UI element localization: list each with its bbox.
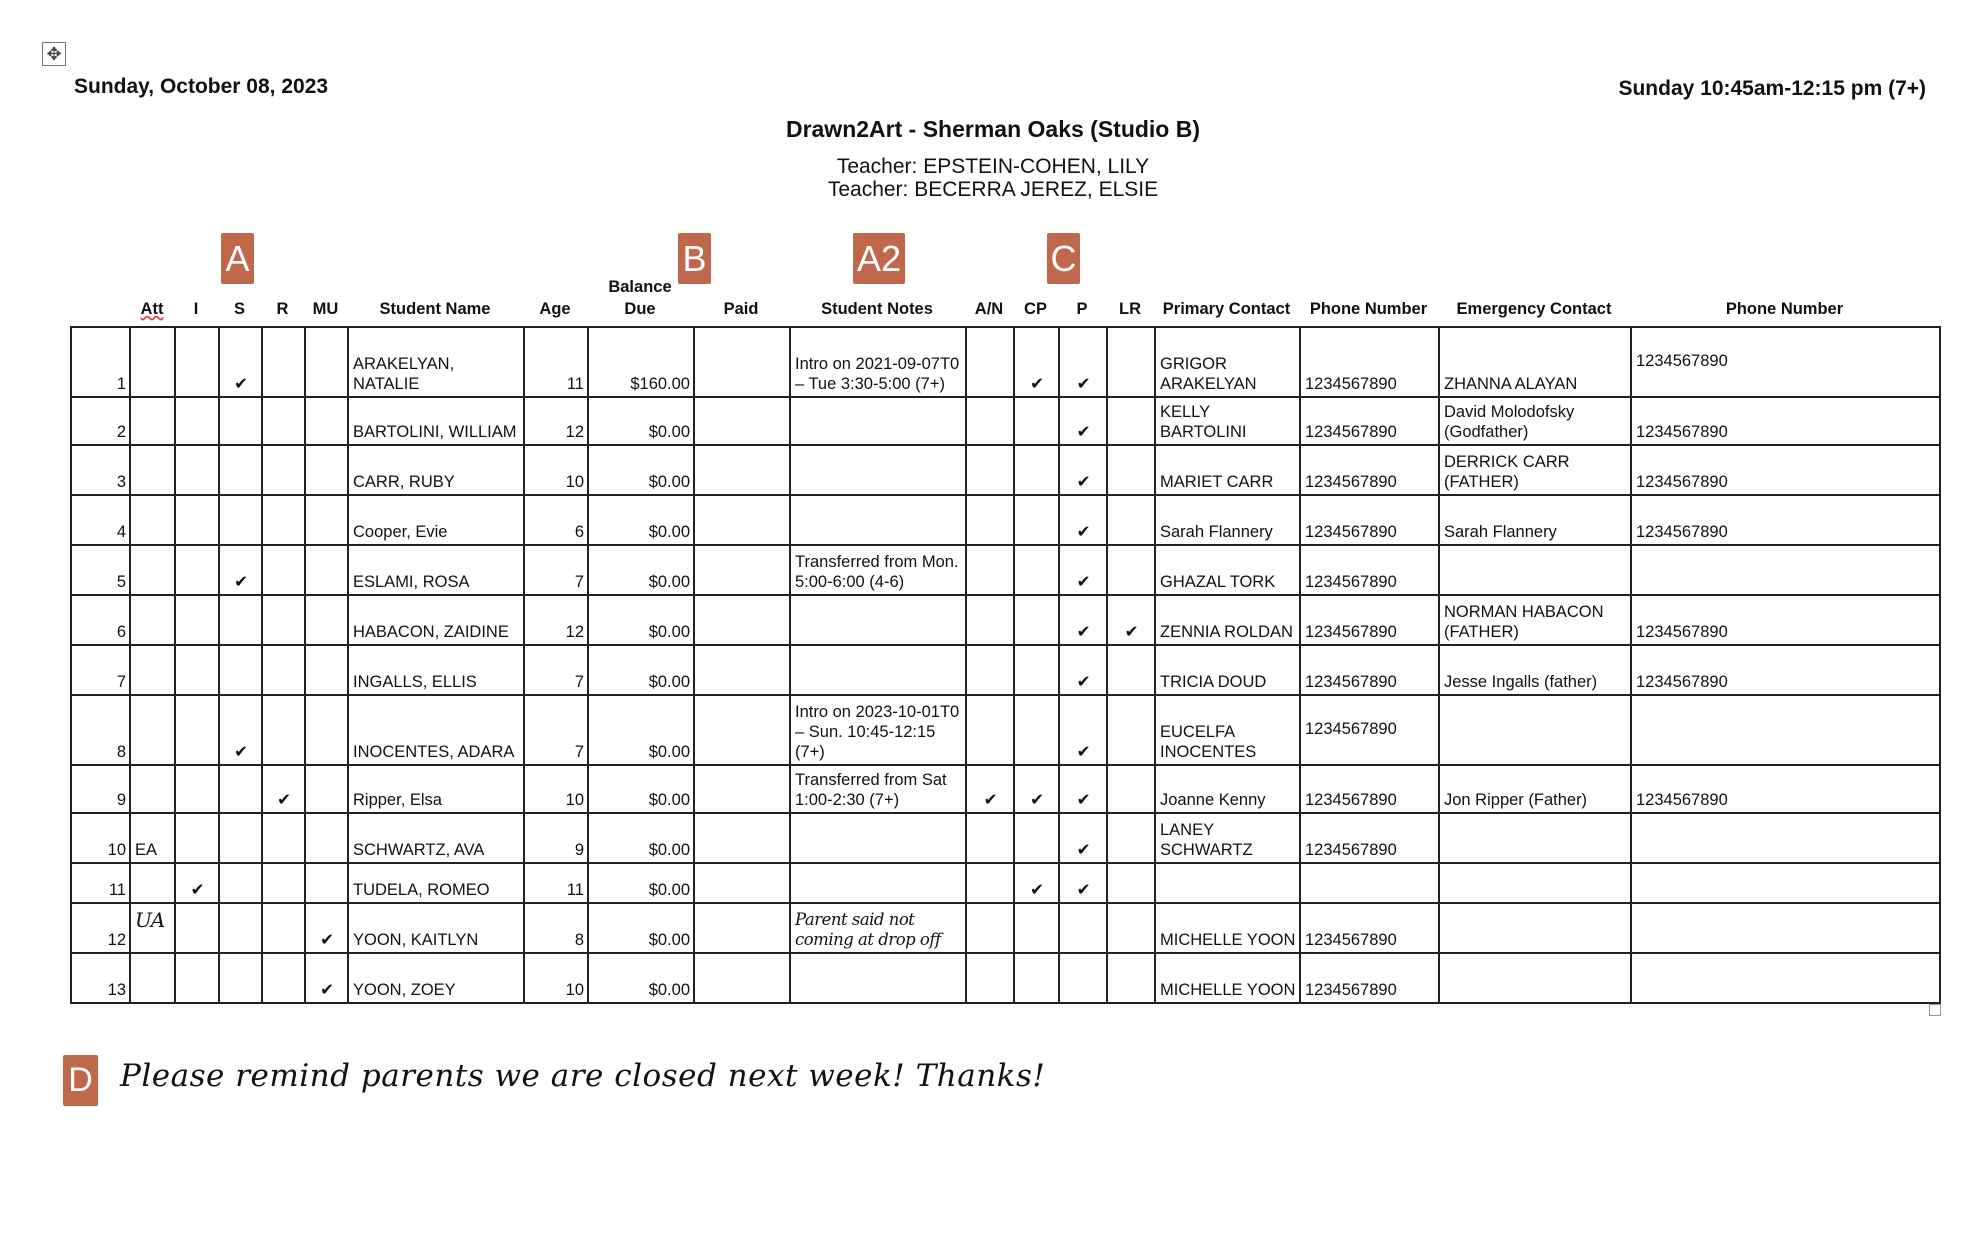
cell-mu xyxy=(305,595,348,645)
cell-r xyxy=(262,863,305,903)
table-row xyxy=(71,595,1940,645)
cell-emergency-phone xyxy=(1631,953,1940,1003)
cell-student-notes: Parent said not coming at drop off xyxy=(790,903,966,953)
header-phone-1: Phone Number xyxy=(1309,300,1428,318)
header-paid: Paid xyxy=(723,300,759,318)
cell-att xyxy=(130,863,175,903)
cell-s xyxy=(219,863,262,903)
cell-paid xyxy=(694,765,790,813)
marker-d: D xyxy=(63,1055,98,1106)
cell-age: 11 xyxy=(524,327,588,397)
cell-balance-due: $0.00 xyxy=(588,903,694,953)
cell-row-number: 2 xyxy=(71,397,130,445)
cell-primary-contact: KELLY BARTOLINI xyxy=(1155,397,1300,445)
cell-i xyxy=(175,695,219,765)
cell-primary-contact: MICHELLE YOON xyxy=(1155,953,1300,1003)
cell-s: ✔ xyxy=(219,695,262,765)
cell-paid xyxy=(694,545,790,595)
header-att: Att xyxy=(140,300,164,318)
cell-balance-due: $0.00 xyxy=(588,645,694,695)
cell-i xyxy=(175,595,219,645)
page-title: Drawn2Art - Sherman Oaks (Studio B) xyxy=(785,116,1201,142)
cell-student-notes xyxy=(790,397,966,445)
marker-a2: A2 xyxy=(853,233,905,284)
cell-an xyxy=(966,495,1014,545)
table-row xyxy=(71,903,1940,953)
header-cp: CP xyxy=(1024,300,1047,318)
cell-emergency-phone: 1234567890 xyxy=(1631,495,1940,545)
cell-s xyxy=(219,903,262,953)
cell-emergency-contact xyxy=(1439,953,1631,1003)
cell-lr xyxy=(1107,903,1155,953)
cell-emergency-phone: 1234567890 xyxy=(1631,445,1940,495)
cell-emergency-phone: 1234567890 xyxy=(1631,645,1940,695)
cell-row-number: 5 xyxy=(71,545,130,595)
cell-paid xyxy=(694,327,790,397)
cell-student-name: ARAKELYAN, NATALIE xyxy=(348,327,524,397)
cell-s xyxy=(219,397,262,445)
cell-emergency-phone xyxy=(1631,863,1940,903)
report-date: Sunday, October 08, 2023 xyxy=(74,75,329,98)
cell-p xyxy=(1059,903,1107,953)
header-student-notes: Student Notes xyxy=(821,300,933,318)
header-student-name: Student Name xyxy=(379,300,491,318)
cell-mu xyxy=(305,765,348,813)
cell-s xyxy=(219,953,262,1003)
cell-an xyxy=(966,645,1014,695)
cell-i: ✔ xyxy=(175,863,219,903)
cell-student-name: TUDELA, ROMEO xyxy=(348,863,524,903)
table-row xyxy=(71,445,1940,495)
cell-balance-due: $0.00 xyxy=(588,695,694,765)
cell-cp xyxy=(1014,445,1059,495)
cell-r xyxy=(262,495,305,545)
cell-an xyxy=(966,903,1014,953)
table-row xyxy=(71,695,1940,765)
cell-att xyxy=(130,495,175,545)
table-row xyxy=(71,953,1940,1003)
cell-row-number: 11 xyxy=(71,863,130,903)
cell-student-notes xyxy=(790,813,966,863)
cell-lr xyxy=(1107,445,1155,495)
cell-i xyxy=(175,397,219,445)
cell-balance-due: $160.00 xyxy=(588,327,694,397)
cell-age: 11 xyxy=(524,863,588,903)
cell-paid xyxy=(694,495,790,545)
cell-s: ✔ xyxy=(219,327,262,397)
cell-primary-contact: TRICIA DOUD xyxy=(1155,645,1300,695)
cell-mu xyxy=(305,813,348,863)
cell-r xyxy=(262,595,305,645)
cell-emergency-phone: 1234567890 xyxy=(1631,765,1940,813)
marker-c: C xyxy=(1047,233,1080,284)
cell-lr xyxy=(1107,953,1155,1003)
cell-row-number: 1 xyxy=(71,327,130,397)
cell-paid xyxy=(694,445,790,495)
cell-primary-contact: Joanne Kenny xyxy=(1155,765,1300,813)
cell-phone-number: 1234567890 xyxy=(1300,765,1439,813)
cell-balance-due: $0.00 xyxy=(588,445,694,495)
cell-cp xyxy=(1014,903,1059,953)
cell-r xyxy=(262,327,305,397)
cell-primary-contact: GHAZAL TORK xyxy=(1155,545,1300,595)
cell-s xyxy=(219,765,262,813)
cell-emergency-contact: Sarah Flannery xyxy=(1439,495,1631,545)
cell-mu xyxy=(305,495,348,545)
cell-i xyxy=(175,953,219,1003)
cell-p: ✔ xyxy=(1059,495,1107,545)
cell-att xyxy=(130,545,175,595)
cell-paid xyxy=(694,903,790,953)
cell-p: ✔ xyxy=(1059,863,1107,903)
cell-emergency-contact: Jon Ripper (Father) xyxy=(1439,765,1631,813)
cell-cp: ✔ xyxy=(1014,765,1059,813)
cell-primary-contact: MARIET CARR xyxy=(1155,445,1300,495)
cell-age: 10 xyxy=(524,953,588,1003)
header-phone-2: Phone Number xyxy=(1725,300,1844,318)
cell-primary-contact: ZENNIA ROLDAN xyxy=(1155,595,1300,645)
cell-lr xyxy=(1107,327,1155,397)
cell-phone-number xyxy=(1300,863,1439,903)
cell-lr xyxy=(1107,645,1155,695)
cell-p xyxy=(1059,953,1107,1003)
cell-r xyxy=(262,695,305,765)
cell-emergency-phone xyxy=(1631,545,1940,595)
cell-student-notes xyxy=(790,863,966,903)
cell-p: ✔ xyxy=(1059,545,1107,595)
cell-cp: ✔ xyxy=(1014,327,1059,397)
cell-phone-number: 1234567890 xyxy=(1300,813,1439,863)
cell-s xyxy=(219,495,262,545)
cell-mu xyxy=(305,545,348,595)
cell-p: ✔ xyxy=(1059,645,1107,695)
cell-balance-due: $0.00 xyxy=(588,397,694,445)
cell-age: 6 xyxy=(524,495,588,545)
cell-lr xyxy=(1107,695,1155,765)
cell-cp xyxy=(1014,953,1059,1003)
cell-phone-number: 1234567890 xyxy=(1300,495,1439,545)
table-row xyxy=(71,863,1940,903)
header-r: R xyxy=(276,300,289,318)
cell-att xyxy=(130,327,175,397)
cell-primary-contact: EUCELFA INOCENTES xyxy=(1155,695,1300,765)
cell-student-notes xyxy=(790,953,966,1003)
cell-att xyxy=(130,397,175,445)
cell-i xyxy=(175,495,219,545)
cell-i xyxy=(175,545,219,595)
cell-phone-number: 1234567890 xyxy=(1300,595,1439,645)
cell-phone-number: 1234567890 xyxy=(1300,695,1439,765)
header-emergency-contact: Emergency Contact xyxy=(1456,300,1612,318)
cell-i xyxy=(175,903,219,953)
cell-paid xyxy=(694,813,790,863)
cell-an xyxy=(966,445,1014,495)
cell-emergency-phone: 1234567890 xyxy=(1631,397,1940,445)
cell-row-number: 3 xyxy=(71,445,130,495)
header-p: P xyxy=(1076,300,1088,318)
cell-emergency-contact: NORMAN HABACON (FATHER) xyxy=(1439,595,1631,645)
cell-r xyxy=(262,813,305,863)
cell-phone-number: 1234567890 xyxy=(1300,903,1439,953)
table-move-handle-icon[interactable]: ✥ xyxy=(42,42,66,66)
cell-cp xyxy=(1014,595,1059,645)
cell-primary-contact: MICHELLE YOON xyxy=(1155,903,1300,953)
cell-s xyxy=(219,595,262,645)
cell-emergency-contact: ZHANNA ALAYAN xyxy=(1439,327,1631,397)
cell-r xyxy=(262,545,305,595)
cell-paid xyxy=(694,953,790,1003)
cell-paid xyxy=(694,595,790,645)
cell-student-name: YOON, ZOEY xyxy=(348,953,524,1003)
cell-an xyxy=(966,327,1014,397)
cell-row-number: 10 xyxy=(71,813,130,863)
cell-i xyxy=(175,765,219,813)
cell-paid xyxy=(694,645,790,695)
cell-age: 8 xyxy=(524,903,588,953)
cell-balance-due: $0.00 xyxy=(588,953,694,1003)
cell-student-notes xyxy=(790,445,966,495)
cell-student-notes xyxy=(790,495,966,545)
cell-age: 7 xyxy=(524,695,588,765)
cell-row-number: 9 xyxy=(71,765,130,813)
cell-primary-contact xyxy=(1155,863,1300,903)
cell-age: 10 xyxy=(524,765,588,813)
header-balance: Balance xyxy=(608,278,672,296)
cell-row-number: 7 xyxy=(71,645,130,695)
table-row xyxy=(71,645,1940,695)
cell-age: 12 xyxy=(524,595,588,645)
header-mu: MU xyxy=(312,300,339,318)
cell-student-name: YOON, KAITLYN xyxy=(348,903,524,953)
cell-emergency-contact xyxy=(1439,695,1631,765)
cell-student-name: Cooper, Evie xyxy=(348,495,524,545)
cell-mu xyxy=(305,645,348,695)
cell-row-number: 12 xyxy=(71,903,130,953)
cell-age: 9 xyxy=(524,813,588,863)
cell-mu: ✔ xyxy=(305,953,348,1003)
cell-att xyxy=(130,695,175,765)
cell-att: EA xyxy=(130,813,175,863)
cell-an xyxy=(966,695,1014,765)
cell-an xyxy=(966,595,1014,645)
cell-emergency-contact xyxy=(1439,903,1631,953)
cell-student-name: SCHWARTZ, AVA xyxy=(348,813,524,863)
header-s: S xyxy=(233,300,245,318)
cell-cp xyxy=(1014,397,1059,445)
cell-p: ✔ xyxy=(1059,765,1107,813)
cell-student-notes xyxy=(790,595,966,645)
cell-p: ✔ xyxy=(1059,813,1107,863)
cell-phone-number: 1234567890 xyxy=(1300,645,1439,695)
cell-emergency-phone xyxy=(1631,695,1940,765)
cell-student-name: HABACON, ZAIDINE xyxy=(348,595,524,645)
cell-r: ✔ xyxy=(262,765,305,813)
cell-r xyxy=(262,903,305,953)
cell-phone-number: 1234567890 xyxy=(1300,445,1439,495)
cell-age: 7 xyxy=(524,545,588,595)
cell-student-name: INOCENTES, ADARA xyxy=(348,695,524,765)
cell-paid xyxy=(694,695,790,765)
header-age: Age xyxy=(539,300,571,318)
cell-i xyxy=(175,645,219,695)
header-lr: LR xyxy=(1119,300,1141,318)
cell-i xyxy=(175,327,219,397)
cell-i xyxy=(175,445,219,495)
table-row xyxy=(71,813,1940,863)
cell-student-notes: Transferred from Sat 1:00-2:30 (7+) xyxy=(790,765,966,813)
handwritten-note: Please remind parents we are closed next week! Thanks! xyxy=(120,1058,1046,1094)
cell-lr xyxy=(1107,545,1155,595)
cell-mu xyxy=(305,863,348,903)
cell-lr xyxy=(1107,863,1155,903)
cell-att xyxy=(130,953,175,1003)
cell-balance-due: $0.00 xyxy=(588,545,694,595)
table-row xyxy=(71,765,1940,813)
cell-cp xyxy=(1014,813,1059,863)
marker-a: A xyxy=(221,233,254,284)
cell-balance-due: $0.00 xyxy=(588,765,694,813)
cell-lr xyxy=(1107,397,1155,445)
cell-balance-due: $0.00 xyxy=(588,863,694,903)
table-row xyxy=(71,495,1940,545)
cell-an xyxy=(966,863,1014,903)
cell-an xyxy=(966,813,1014,863)
cell-p: ✔ xyxy=(1059,397,1107,445)
cell-balance-due: $0.00 xyxy=(588,495,694,545)
cell-age: 12 xyxy=(524,397,588,445)
table-row xyxy=(71,397,1940,445)
cell-cp xyxy=(1014,545,1059,595)
cell-an: ✔ xyxy=(966,765,1014,813)
teacher-1: Teacher: EPSTEIN-COHEN, LILY xyxy=(836,155,1150,178)
cell-student-notes: Intro on 2021-09-07T0 – Tue 3:30-5:00 (7+) xyxy=(790,327,966,397)
cell-s: ✔ xyxy=(219,545,262,595)
cell-balance-due: $0.00 xyxy=(588,595,694,645)
cell-emergency-contact xyxy=(1439,863,1631,903)
cell-student-name: CARR, RUBY xyxy=(348,445,524,495)
cell-emergency-phone xyxy=(1631,903,1940,953)
cell-mu: ✔ xyxy=(305,903,348,953)
cell-row-number: 13 xyxy=(71,953,130,1003)
cell-emergency-phone: 1234567890 xyxy=(1631,327,1940,397)
cell-an xyxy=(966,953,1014,1003)
cell-mu xyxy=(305,397,348,445)
table-row xyxy=(71,327,1940,397)
table-resize-handle[interactable] xyxy=(1929,1004,1941,1016)
cell-emergency-phone xyxy=(1631,813,1940,863)
cell-lr xyxy=(1107,495,1155,545)
session-time: Sunday 10:45am-12:15 pm (7+) xyxy=(1618,77,1926,100)
cell-s xyxy=(219,445,262,495)
cell-row-number: 4 xyxy=(71,495,130,545)
cell-emergency-contact: Jesse Ingalls (father) xyxy=(1439,645,1631,695)
teacher-2: Teacher: BECERRA JEREZ, ELSIE xyxy=(827,178,1159,201)
header-i: I xyxy=(193,300,199,318)
cell-lr xyxy=(1107,813,1155,863)
cell-paid xyxy=(694,397,790,445)
cell-primary-contact: Sarah Flannery xyxy=(1155,495,1300,545)
header-due: Due xyxy=(624,300,656,318)
cell-student-name: ESLAMI, ROSA xyxy=(348,545,524,595)
cell-emergency-contact: DERRICK CARR (FATHER) xyxy=(1439,445,1631,495)
cell-r xyxy=(262,645,305,695)
cell-student-name: BARTOLINI, WILLIAM xyxy=(348,397,524,445)
cell-p: ✔ xyxy=(1059,445,1107,495)
cell-primary-contact: LANEY SCHWARTZ xyxy=(1155,813,1300,863)
cell-emergency-contact: David Molodofsky (Godfather) xyxy=(1439,397,1631,445)
cell-p: ✔ xyxy=(1059,695,1107,765)
cell-lr xyxy=(1107,765,1155,813)
cell-r xyxy=(262,953,305,1003)
cell-primary-contact: GRIGOR ARAKELYAN xyxy=(1155,327,1300,397)
cell-att xyxy=(130,765,175,813)
cell-mu xyxy=(305,695,348,765)
cell-emergency-phone: 1234567890 xyxy=(1631,595,1940,645)
cell-s xyxy=(219,645,262,695)
cell-phone-number: 1234567890 xyxy=(1300,397,1439,445)
cell-paid xyxy=(694,863,790,903)
cell-student-name: INGALLS, ELLIS xyxy=(348,645,524,695)
roster-table xyxy=(70,326,1941,1004)
cell-student-name: Ripper, Elsa xyxy=(348,765,524,813)
cell-student-notes: Intro on 2023-10-01T0 – Sun. 10:45-12:15 (7+) xyxy=(790,695,966,765)
cell-cp xyxy=(1014,645,1059,695)
cell-att xyxy=(130,445,175,495)
cell-student-notes: Transferred from Mon. 5:00-6:00 (4-6) xyxy=(790,545,966,595)
cell-phone-number: 1234567890 xyxy=(1300,327,1439,397)
header-primary-contact: Primary Contact xyxy=(1162,300,1291,318)
cell-student-notes xyxy=(790,645,966,695)
table-row xyxy=(71,545,1940,595)
cell-phone-number: 1234567890 xyxy=(1300,953,1439,1003)
cell-cp xyxy=(1014,695,1059,765)
cell-i xyxy=(175,813,219,863)
header-an: A/N xyxy=(974,300,1004,318)
cell-r xyxy=(262,397,305,445)
cell-emergency-contact xyxy=(1439,545,1631,595)
cell-att: UA xyxy=(130,903,175,953)
cell-lr: ✔ xyxy=(1107,595,1155,645)
cell-mu xyxy=(305,327,348,397)
cell-att xyxy=(130,645,175,695)
cell-age: 10 xyxy=(524,445,588,495)
cell-s xyxy=(219,813,262,863)
cell-att xyxy=(130,595,175,645)
cell-age: 7 xyxy=(524,645,588,695)
cell-r xyxy=(262,445,305,495)
cell-an xyxy=(966,397,1014,445)
cell-p: ✔ xyxy=(1059,595,1107,645)
cell-row-number: 6 xyxy=(71,595,130,645)
cell-an xyxy=(966,545,1014,595)
marker-b: B xyxy=(678,233,711,284)
cell-cp xyxy=(1014,495,1059,545)
cell-balance-due: $0.00 xyxy=(588,813,694,863)
cell-cp: ✔ xyxy=(1014,863,1059,903)
cell-mu xyxy=(305,445,348,495)
cell-phone-number: 1234567890 xyxy=(1300,545,1439,595)
cell-p: ✔ xyxy=(1059,327,1107,397)
cell-emergency-contact xyxy=(1439,813,1631,863)
cell-row-number: 8 xyxy=(71,695,130,765)
